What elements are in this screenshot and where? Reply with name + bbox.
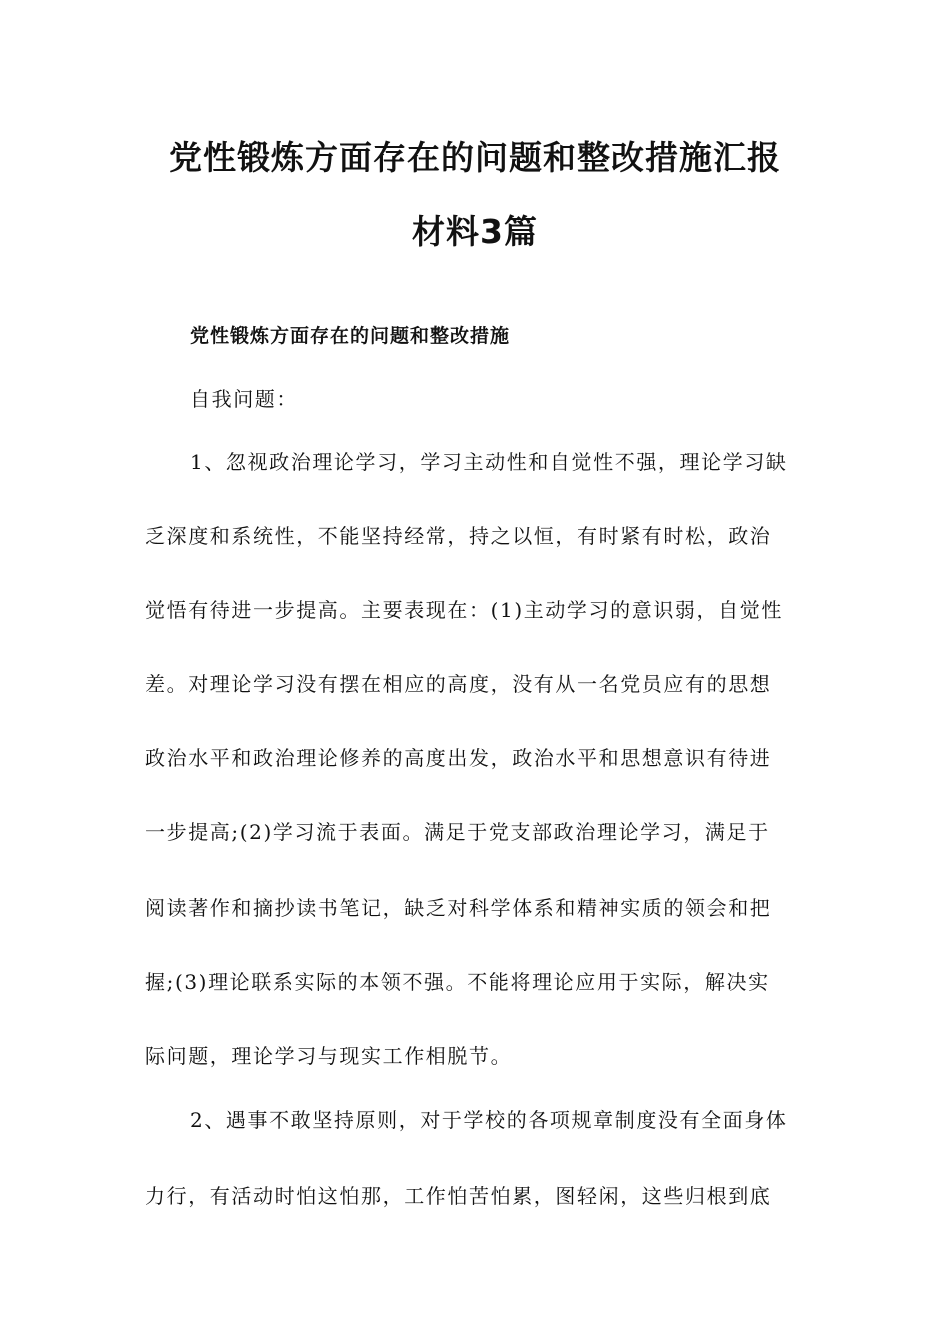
paragraph-1-line-9: 际问题，理论学习与现实工作相脱节。 xyxy=(145,1044,513,1068)
paragraph-1-line-2: 乏深度和系统性，不能坚持经常，持之以恒，有时紧有时松，政治 xyxy=(145,524,772,548)
paragraph-2-line-2: 力行，有活动时怕这怕那，工作怕苦怕累，图轻闲，这些归根到底 xyxy=(145,1184,772,1208)
paragraph-1-line-6: 一步提高;(2)学习流于表面。满足于党支部政治理论学习，满足于 xyxy=(145,820,770,844)
paragraph-2-line-1: 2、遇事不敢坚持原则，对于学校的各项规章制度没有全面身体 xyxy=(190,1108,788,1132)
document-title-line-1: 党性锻炼方面存在的问题和整改措施汇报 xyxy=(169,138,781,177)
section-heading: 党性锻炼方面存在的问题和整改措施 xyxy=(190,325,511,347)
paragraph-1-line-1: 1、忽视政治理论学习，学习主动性和自觉性不强，理论学习缺 xyxy=(190,450,788,474)
paragraph-1-line-3: 觉悟有待进一步提高。主要表现在：(1)主动学习的意识弱，自觉性 xyxy=(145,598,783,622)
document-title-line-2: 材料3篇 xyxy=(412,212,538,251)
paragraph-1-line-5: 政治水平和政治理论修养的高度出发，政治水平和思想意识有待进 xyxy=(145,746,772,770)
label-self-issues: 自我问题： xyxy=(190,387,298,411)
paragraph-1-line-4: 差。对理论学习没有摆在相应的高度，没有从一名党员应有的思想 xyxy=(145,672,772,696)
paragraph-1-line-8: 握;(3)理论联系实际的本领不强。不能将理论应用于实际，解决实 xyxy=(145,970,770,994)
paragraph-1-line-7: 阅读著作和摘抄读书笔记，缺乏对科学体系和精神实质的领会和把 xyxy=(145,896,772,920)
